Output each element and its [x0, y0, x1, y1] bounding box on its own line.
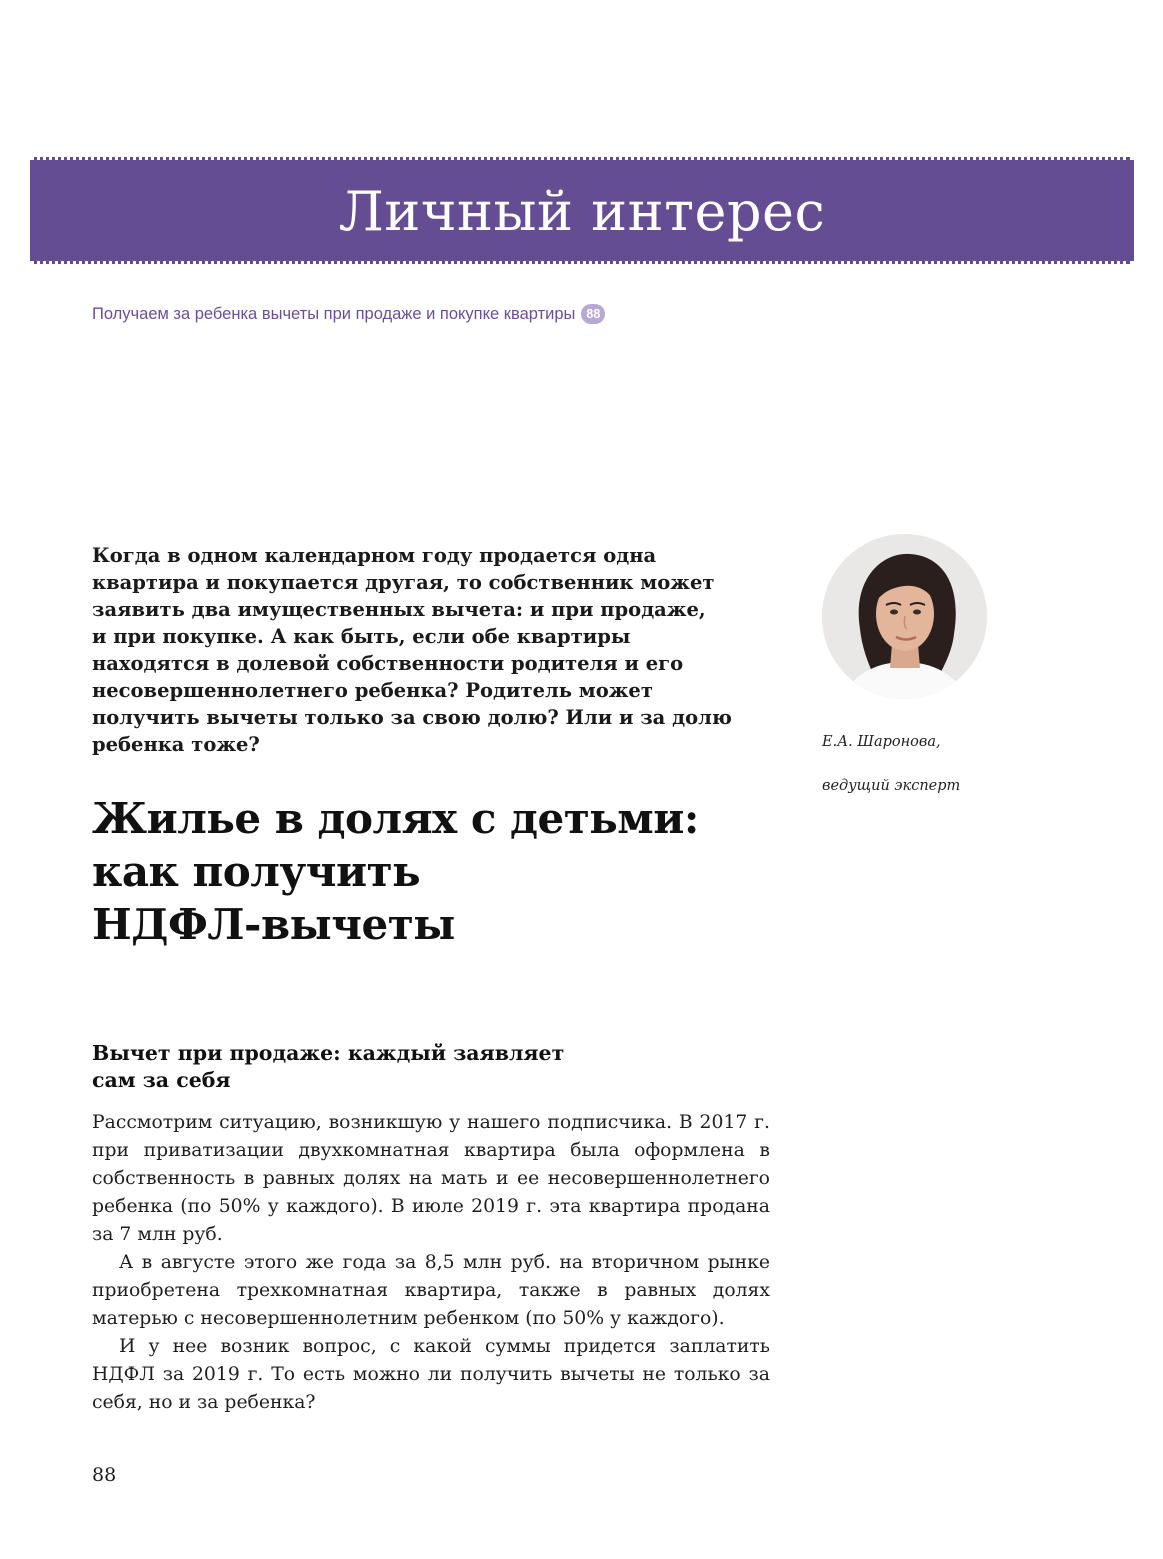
- article-headline: Жилье в долях с детьми: как получить НДФЛ-вычеты: [92, 794, 699, 949]
- body-paragraph: Рассмотрим ситуацию, возникшую у нашего подписчика. В 2017 г. при приватизации двухкомнатная квартира была оформлена в собственность в равных долях на мать и ее несовершеннолетнего ребенка (по 50% у каждого). В июле 2019 г. эта квартира продана за 7 млн руб.: [92, 1112, 770, 1245]
- section-banner: [30, 157, 1134, 264]
- section-title: Личный интерес: [338, 180, 826, 243]
- lead-paragraph: Когда в одном календарном году продается одна квартира и покупается другая, то собственник может заявить два имущественных вычета: и при продаже, и при покупке. А как быть, если обе квартиры находятся в долевой собственности родителя и его несовершеннолетнего ребенка? Родитель может получить вычеты только за свою долю? Или и за долю ребенка тоже?: [92, 544, 732, 756]
- body-paragraph: И у нее возник вопрос, с какой суммы придется заплатить НДФЛ за 2019 г. То есть можно ли получить вычеты не только за себя, но и за ребенка?: [92, 1336, 770, 1413]
- author-portrait-illustration: [822, 534, 987, 699]
- page-number: 88: [92, 1464, 117, 1486]
- article-body: [92, 1109, 770, 1417]
- author-photo: [822, 534, 987, 699]
- author-role: ведущий эксперт: [822, 778, 961, 794]
- breadcrumb-text[interactable]: Получаем за ребенка вычеты при продаже и покупке квартиры: [92, 304, 576, 323]
- page-ref-badge[interactable]: 88: [581, 304, 605, 324]
- breadcrumb[interactable]: [92, 302, 605, 326]
- author-name: Е.А. Шаронова,: [822, 734, 941, 750]
- author-caption: [822, 709, 1022, 797]
- section-subheading: Вычет при продаже: каждый заявляет сам за себя: [92, 1041, 565, 1092]
- body-paragraph: А в августе этого же года за 8,5 млн руб. на вторичном рынке приобретена трехкомнатная квартира, также в равных долях матерью с несовершеннолетним ребенком (по 50% у каждого).: [92, 1252, 770, 1329]
